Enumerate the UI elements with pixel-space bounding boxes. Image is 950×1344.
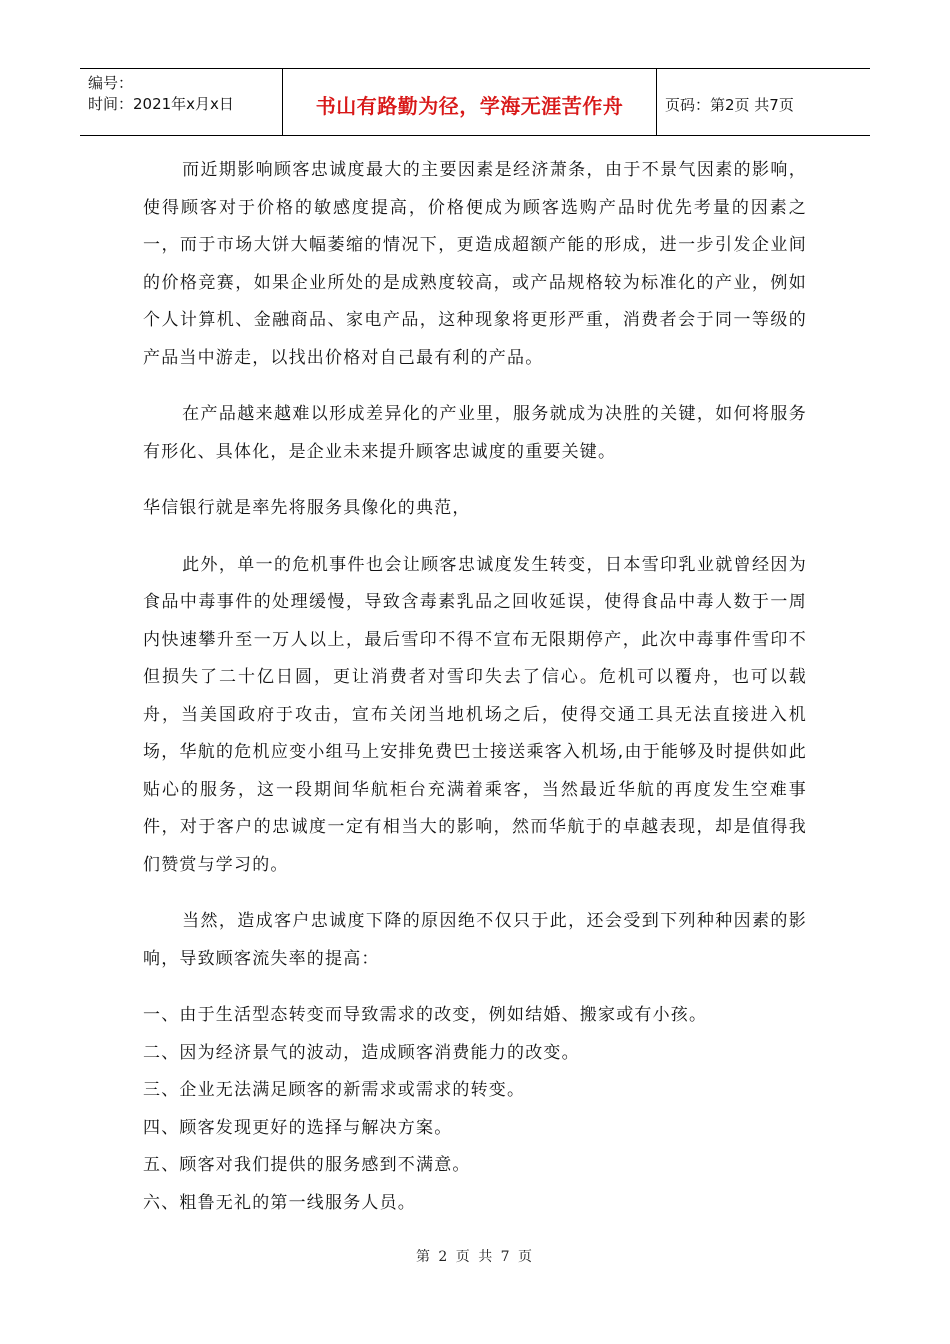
list-item: 四、顾客发现更好的选择与解决方案。 (143, 1117, 453, 1138)
document-body (143, 152, 807, 1222)
page-code-text: 页码：第2页 共7页 (665, 95, 794, 114)
paragraph-service-key: 在产品越来越难以形成差异化的产业里，服务就成为决胜的关键，如何将服务有形化、具体化，是企业未来提升顾客忠诚度的重要关键。 (143, 404, 807, 462)
header-page-code (657, 69, 870, 135)
paragraph-price-sensitivity: 而近期影响顾客忠诚度最大的主要因素是经济萧条，由于不景气因素的影响，使得顾客对于价格的敏感度提高，价格便成为顾客选购产品时优先考量的因素之一，而于市场大饼大幅萎缩的情况下，更造成超额产能的形成，进一步引发企业间的价格竞赛，如果企业所处的是成熟度较高，或产品规格较为标准化的产业，例如个人计算机、金融商品、家电产品，这种现象将更形严重，消费者会于同一等级的产品当中游走，以找出价格对自己最有利的产品。 (143, 160, 807, 368)
list-item: 五、顾客对我们提供的服务感到不满意。 (143, 1155, 471, 1175)
header-motto-cell (283, 69, 657, 135)
motto-text: 书山有路勤为径，学海无涯苦作舟 (315, 93, 624, 118)
page-header (80, 68, 870, 136)
footer-page-number: 第 2 页 共 7 页 (415, 1249, 535, 1265)
list-item: 一、由于生活型态转变而导致需求的改变，例如结婚、搬家或有小孩。 (143, 1005, 708, 1025)
time-label: 时间：2021年x月x日 (88, 95, 234, 113)
header-meta (80, 69, 283, 135)
page-footer (0, 1246, 950, 1266)
paragraph-other-factors: 当然，造成客户忠诚度下降的原因绝不仅只于此，还会受到下列种种因素的影响，导致顾客流失率的提高： (143, 911, 807, 969)
list-item: 三、企业无法满足顾客的新需求或需求的转变。 (143, 1080, 526, 1100)
list-item: 二、因为经济景气的波动，造成顾客消费能力的改变。 (143, 1042, 580, 1063)
number-label: 编号： (88, 74, 134, 92)
list-item: 六、粗鲁无礼的第一线服务人员。 (143, 1192, 416, 1213)
factor-list (143, 997, 807, 1222)
paragraph-crisis-events: 此外，单一的危机事件也会让顾客忠诚度发生转变，日本雪印乳业就曾经因为食品中毒事件的处理缓慢，导致含毒素乳品之回收延误，使得食品中毒人数于一周内快速攀升至一万人以上，最后雪印不得不宣布无限期停产，此次中毒事件雪印不但损失了二十亿日圆，更让消费者对雪印失去了信心。危机可以覆舟，也可以载舟，当美国政府于攻击，宣布关闭当地机场之后，使得交通工具无法直接进入机场，华航的危机应变小组马上安排免费巴士接送乘客入机场,由于能够及时提供如此贴心的服务，这一段期间华航柜台充满着乘客，当然最近华航的再度发生空难事件，对于客户的忠诚度一定有相当大的影响，然而华航于的卓越表现，却是值得我们赞赏与学习的。 (143, 554, 807, 875)
paragraph-bank-example: 华信银行就是率先将服务具像化的典范， (143, 498, 471, 518)
